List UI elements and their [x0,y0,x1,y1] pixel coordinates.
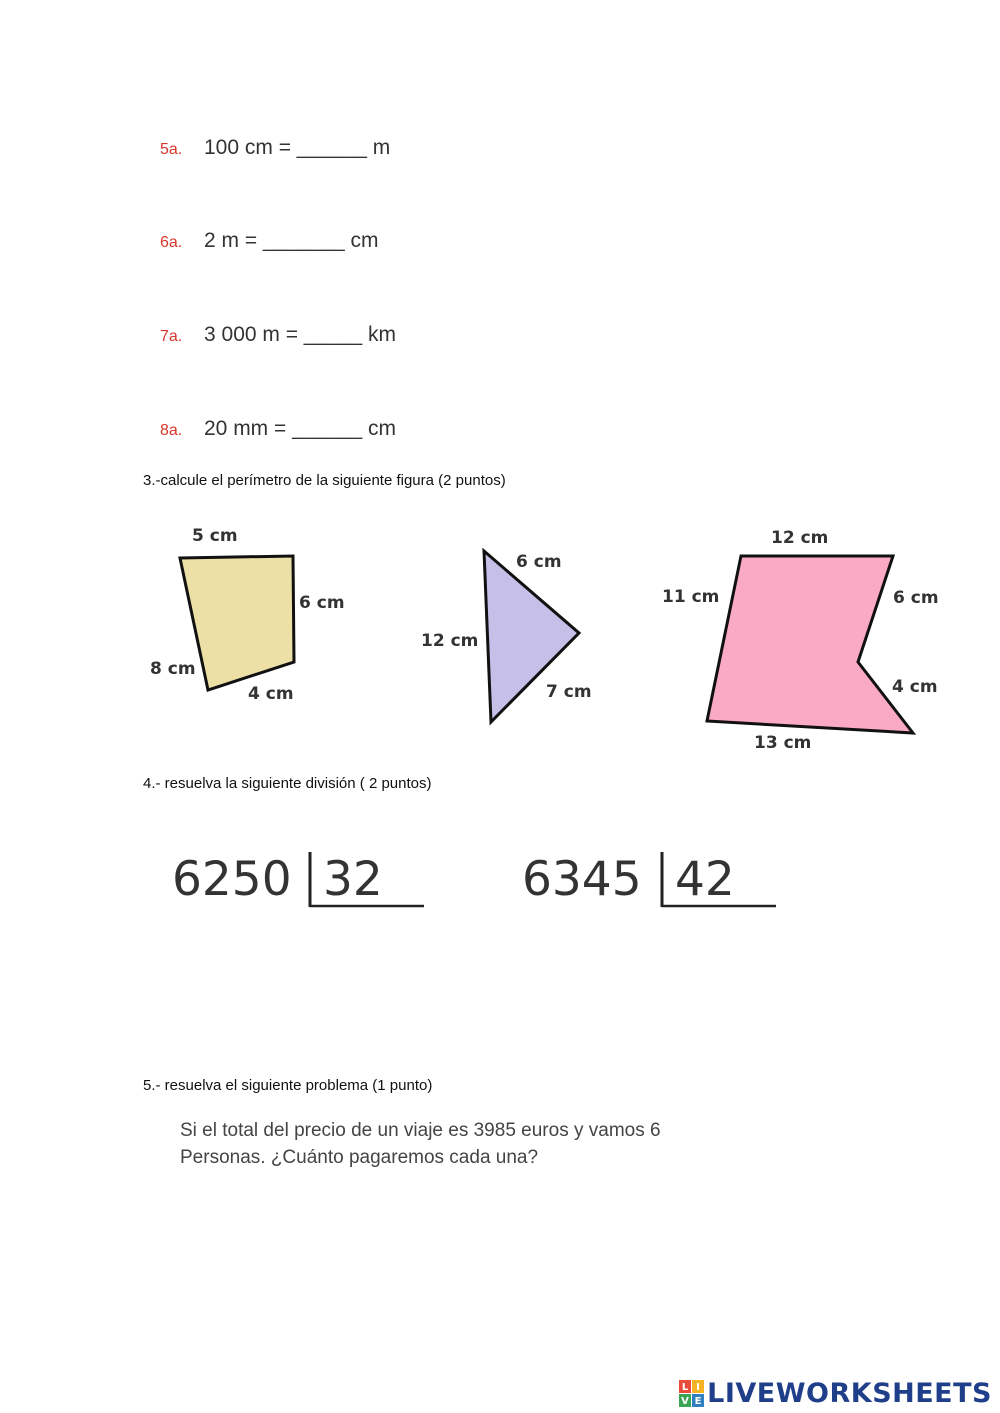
conversion-8a [160,417,396,441]
liveworksheets-logo [679,1378,992,1409]
perimeter-figures [0,510,1000,770]
dividend-2: 6345 [522,852,642,907]
pentagon-label-bottom: 13 cm [754,733,812,753]
dividend-1: 6250 [172,852,292,907]
triangle-label-left: 12 cm [421,631,479,651]
section-5-title: 5.- resuelva el siguiente problema (1 punto) [143,1077,433,1094]
conversion-expression: 3 000 m = _____ km [204,323,397,346]
conversion-expression: 100 cm = ______ m [204,136,391,159]
triangle-label-top: 6 cm [516,552,562,572]
brand-name: LIVEWORKSHEETS [707,1378,992,1409]
badge-letter: E [694,1395,702,1407]
pentagon-label-left: 11 cm [662,587,720,607]
pentagon-label-right-top: 6 cm [893,588,939,608]
conversion-5a [160,136,390,160]
conversion-7a [160,323,396,347]
item-number: 8a. [160,422,183,439]
brand-badge-icon [679,1380,705,1408]
conversion-expression: 20 mm = ______ cm [204,417,397,440]
divisor-1: 32 [323,852,383,907]
quadrilateral-shape [180,556,294,690]
badge-letter: I [696,1381,701,1393]
quad-label-right: 6 cm [299,593,345,613]
item-number: 7a. [160,328,183,345]
divisor-2: 42 [675,852,735,907]
triangle-label-bottom: 7 cm [546,682,592,702]
division-1 [172,852,424,907]
quad-label-bottom: 4 cm [248,684,294,704]
conversion-expression: 2 m = _______ cm [204,229,379,252]
quad-label-left: 8 cm [150,659,196,679]
section-4-title: 4.- resuelva la siguiente división ( 2 puntos) [143,775,432,792]
pentagon-label-right-bottom: 4 cm [892,677,938,697]
division-problems [0,830,1000,930]
conversion-6a [160,229,379,253]
section-3-title: 3.-calcule el perímetro de la siguiente figura (2 puntos) [143,472,506,489]
item-number: 6a. [160,234,183,251]
item-number: 5a. [160,141,183,158]
problem-line-2: Personas. ¿Cuánto pagaremos cada una? [180,1147,539,1168]
badge-letter: V [681,1395,690,1407]
pentagon-label-top: 12 cm [771,528,829,548]
badge-letter: L [681,1381,689,1393]
quad-label-top: 5 cm [192,526,238,546]
pentagon-shape [707,556,913,733]
division-2 [522,852,776,907]
problem-line-1: Si el total del precio de un viaje es 3985 euros y vamos 6 [180,1120,661,1141]
